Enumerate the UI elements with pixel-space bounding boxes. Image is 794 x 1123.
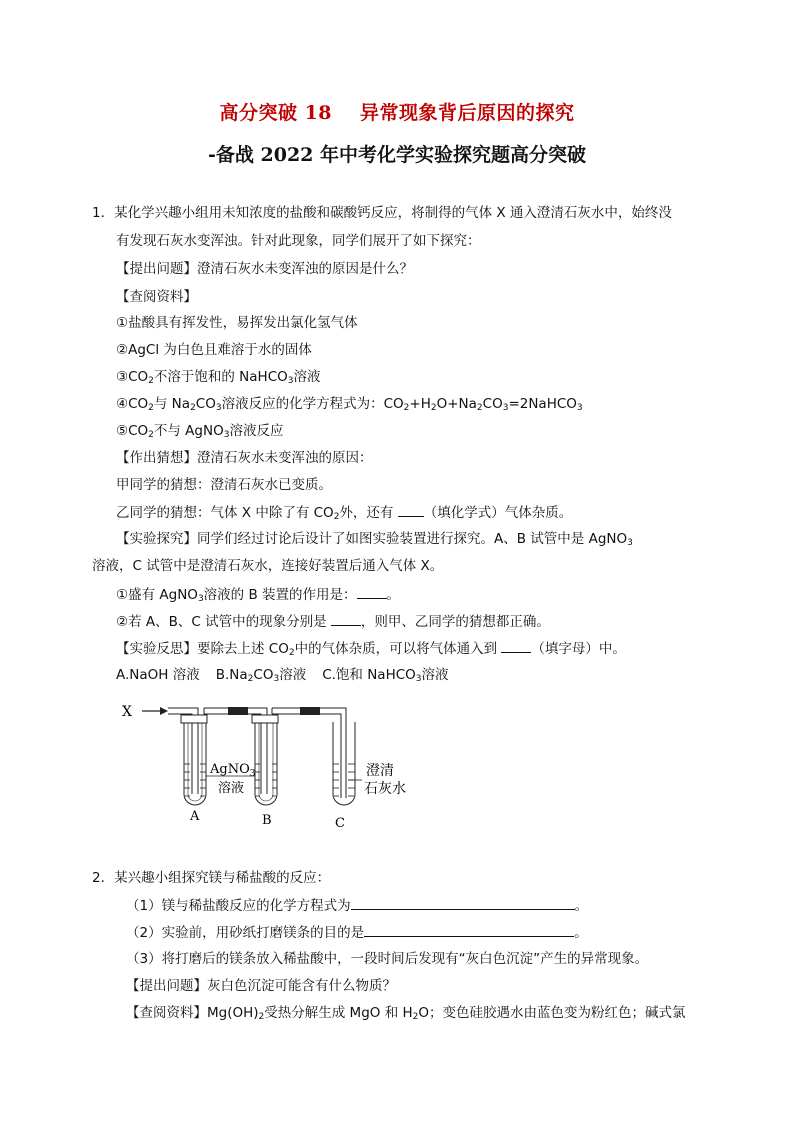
q1-ref5: $⑤CO_2$不与 AgNO$_3$溶液反应 — [116, 423, 284, 440]
q1-guess-jia: 甲同学的猜想：澄清石灰水已变质。 — [116, 477, 332, 493]
svg-text:AgNO3: AgNO$_3$ — [210, 762, 256, 779]
svg-text:溶液: 溶液 — [218, 781, 245, 796]
q1-ref4: $④CO_2$与 $Na_2CO_3$溶液反应的化学方程式为：$CO_2+H_2O+Na_2CO_3=2NaHCO_3$ — [116, 396, 583, 413]
arrow-head-icon — [160, 707, 168, 715]
q1-guess-head: 【作出猜想】澄清石灰水未变浑浊的原因： — [116, 450, 373, 466]
q1-intro-line1: 1．某化学兴趣小组用未知浓度的盐酸和碳酸钙反应，将制得的气体 X 通入澄清石灰水中，始终没 — [92, 205, 672, 221]
q1-ref-head: 【查阅资料】 — [116, 289, 197, 305]
connector-bc — [272, 707, 346, 798]
q2-ask: 【提出问题】灰白色沉淀可能含有什么物质？ — [126, 978, 396, 994]
option-a: A.NaOH 溶液 — [116, 667, 200, 683]
answer-blank[interactable] — [357, 585, 387, 599]
label-b: B — [262, 813, 272, 828]
q1-ref1: ①盐酸具有挥发性，易挥发出氯化氢气体 — [116, 315, 358, 331]
q1-ask: 【提出问题】澄清石灰水未变浑浊的原因是什么？ — [116, 261, 413, 277]
q2-part3: （3）将打磨后的镁条放入稀盐酸中，一段时间后发现有“灰白色沉淀”产生的异常现象。 — [126, 951, 649, 967]
q2-number: 2． — [92, 870, 115, 886]
svg-text:澄清: 澄清 — [366, 763, 394, 779]
q1-reflection: 【实验反思】要除去上述 $CO_2$中的气体杂质，可以将气体通入到 （填字母）中。 — [116, 641, 626, 658]
answer-blank[interactable] — [501, 639, 531, 653]
option-b: $B.Na_2CO_3$溶液 — [215, 667, 307, 684]
option-c: C.饱和 NaHCO$_3$溶液 — [322, 667, 449, 684]
q1-intro-line2: 有发现石灰水变浑浊。针对此现象，同学们展开了如下探究： — [116, 233, 481, 249]
answer-blank[interactable] — [364, 923, 574, 937]
apparatus-diagram — [110, 692, 430, 842]
q2-ref: 【查阅资料】$Mg(OH)_2$受热分解生成 MgO 和 $H_2O$；变色硅胶遇水由蓝色变为粉红色；碱式氯 — [126, 1005, 686, 1022]
answer-blank[interactable] — [351, 896, 575, 910]
test-tube-b — [252, 715, 278, 805]
q1-ref3: $③CO_2$不溶于饱和的 NaHCO$_3$溶液 — [116, 369, 321, 386]
svg-text:石灰水: 石灰水 — [364, 781, 406, 797]
test-tube-a — [168, 708, 207, 805]
q1-exp1: ①盛有 AgNO$_3$溶液的 B 装置的作用是： 。 — [116, 587, 401, 604]
q1-options — [116, 666, 449, 688]
q1-number: 1． — [92, 205, 115, 221]
agno3-label — [206, 762, 256, 796]
q1-exp-line1: 【实验探究】同学们经过讨论后设计了如图实验装置进行探究。A、B 试管中是 AgNO$_3$ — [116, 531, 633, 548]
q2-part1: （1）镁与稀盐酸反应的化学方程式为 。 — [126, 898, 589, 914]
q1-exp-line2: 溶液，C 试管中是澄清石灰水，连接好装置后通入气体 X。 — [92, 558, 444, 574]
answer-blank[interactable] — [331, 612, 361, 626]
q1-guess-yi: 乙同学的猜想：气体 X 中除了有 $CO_2$外，还有 （填化学式）气体杂质。 — [116, 505, 573, 522]
q2-intro: 2．某兴趣小组探究镁与稀盐酸的反应： — [92, 870, 331, 886]
page-title — [0, 98, 794, 125]
page-subtitle: -备战 2022 年中考化学实验探究题高分突破 — [208, 144, 586, 166]
title-part1: 高分突破 18 — [219, 102, 333, 124]
label-c: C — [335, 816, 345, 831]
answer-blank[interactable] — [398, 503, 424, 517]
limewater-label — [348, 763, 406, 797]
title-part2: 异常现象背后原因的探究 — [360, 102, 575, 124]
gas-x-label: X — [122, 704, 132, 720]
q1-ref2: ②AgCl 为白色且难溶于水的固体 — [116, 342, 312, 358]
q1-exp2: ②若 A、B、C 试管中的现象分别是 ，则甲、乙同学的猜想都正确。 — [116, 614, 550, 630]
q2-part2: （2）实验前，用砂纸打磨镁条的目的是 。 — [126, 925, 588, 941]
test-tube-c — [333, 722, 355, 805]
label-a: A — [190, 809, 200, 824]
